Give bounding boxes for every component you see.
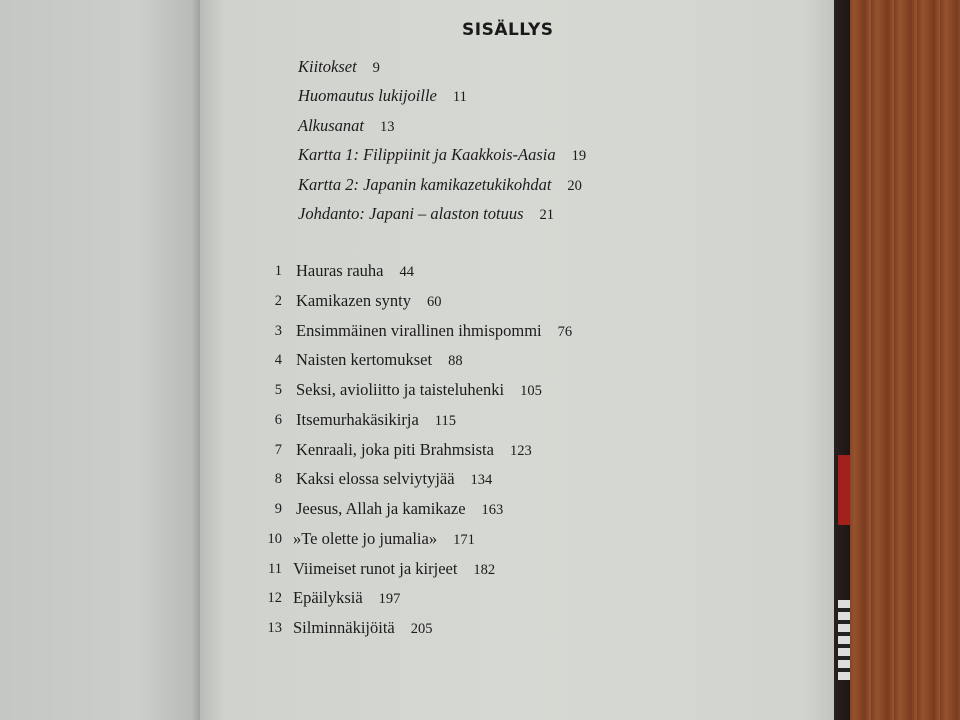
entry-page: 13	[380, 118, 395, 135]
cover-red-band	[838, 455, 850, 525]
chapter-page: 123	[509, 442, 532, 459]
chapter-number: 5	[274, 382, 282, 398]
chapter-number: 1	[274, 263, 282, 279]
chapter-number: 7	[274, 441, 282, 458]
cover-barcode-band	[838, 600, 850, 680]
entry-title: Huomautus lukijoille	[298, 86, 437, 106]
toc-chapter-entry	[296, 440, 532, 460]
chapter-title: Kenraali, joka piti Brahmsista	[296, 439, 494, 459]
entry-page: 19	[571, 148, 587, 165]
chapter-title: Ensimmäinen virallinen ihmispommi	[296, 320, 542, 340]
entry-title: Kartta 1: Filippiinit ja Kaakkois-Aasia	[298, 145, 556, 165]
chapter-number: 3	[274, 322, 282, 339]
entry-page: 20	[567, 177, 582, 194]
toc-chapter-entry	[293, 559, 495, 579]
chapter-number: 6	[274, 411, 282, 428]
toc-chapter-entry	[293, 618, 433, 638]
chapter-title: Silminnäkijöitä	[293, 618, 395, 637]
entry-page: 9	[372, 60, 380, 76]
chapter-number: 13	[267, 620, 282, 636]
toc-chapter-entry	[293, 529, 475, 549]
chapter-title: Epäilyksiä	[293, 588, 363, 608]
entry-page: 11	[452, 89, 467, 106]
toc-chapter-entry	[296, 291, 442, 311]
chapter-page: 163	[481, 502, 504, 518]
chapter-title: Kamikazen synty	[296, 290, 412, 310]
chapter-number: 11	[268, 560, 282, 577]
chapter-title: Hauras rauha	[296, 261, 384, 280]
toc-chapter-entry	[296, 261, 414, 281]
chapter-page: 182	[473, 561, 496, 578]
chapter-page: 115	[434, 412, 457, 429]
toc-chapter-entry	[296, 321, 572, 341]
toc-front-entry	[298, 116, 395, 136]
chapter-number: 8	[274, 471, 282, 488]
toc-front-entry	[298, 175, 582, 195]
chapter-page: 105	[520, 383, 542, 399]
chapter-title: Itsemurhakäsikirja	[296, 409, 419, 429]
chapter-number: 12	[267, 590, 282, 607]
toc-chapter-entry	[296, 380, 542, 400]
chapter-number: 9	[274, 501, 282, 517]
chapter-title: Kaksi elossa selviytyjää	[296, 469, 455, 489]
chapter-number: 4	[274, 352, 282, 369]
chapter-title: Seksi, avioliitto ja taisteluhenki	[296, 380, 505, 399]
toc-chapter-entry	[293, 588, 400, 608]
entry-page: 21	[539, 207, 554, 223]
chapter-page: 76	[557, 323, 573, 340]
toc-heading: SISÄLLYS	[462, 20, 554, 40]
chapter-number: 2	[274, 292, 282, 309]
toc-chapter-entry	[296, 410, 456, 430]
chapter-page: 197	[378, 591, 401, 608]
chapter-page: 60	[427, 293, 442, 310]
chapter-page: 134	[470, 472, 493, 489]
entry-title: Johdanto: Japani – alaston totuus	[298, 204, 524, 223]
toc-chapter-entry	[296, 499, 503, 519]
toc-front-entry	[298, 145, 586, 165]
toc-front-entry	[298, 86, 467, 106]
chapter-page: 44	[399, 264, 414, 280]
toc-front-entry	[298, 57, 380, 77]
chapter-title: Viimeiset runot ja kirjeet	[293, 558, 458, 578]
wooden-table	[848, 0, 960, 720]
chapter-title: »Te olette jo jumalia»	[293, 528, 438, 548]
left-page	[0, 0, 200, 720]
chapter-page: 88	[448, 353, 463, 370]
chapter-page: 171	[453, 531, 475, 548]
toc-front-entry	[298, 204, 554, 224]
toc-chapter-entry	[296, 350, 463, 370]
chapter-page: 205	[410, 621, 433, 637]
chapter-title: Naisten kertomukset	[296, 350, 433, 370]
entry-title: Kartta 2: Japanin kamikazetukikohdat	[298, 174, 552, 194]
toc-chapter-entry	[296, 469, 492, 489]
chapter-number: 10	[267, 530, 282, 547]
entry-title: Alkusanat	[298, 115, 364, 135]
entry-title: Kiitokset	[298, 57, 357, 76]
chapter-title: Jeesus, Allah ja kamikaze	[296, 499, 466, 518]
